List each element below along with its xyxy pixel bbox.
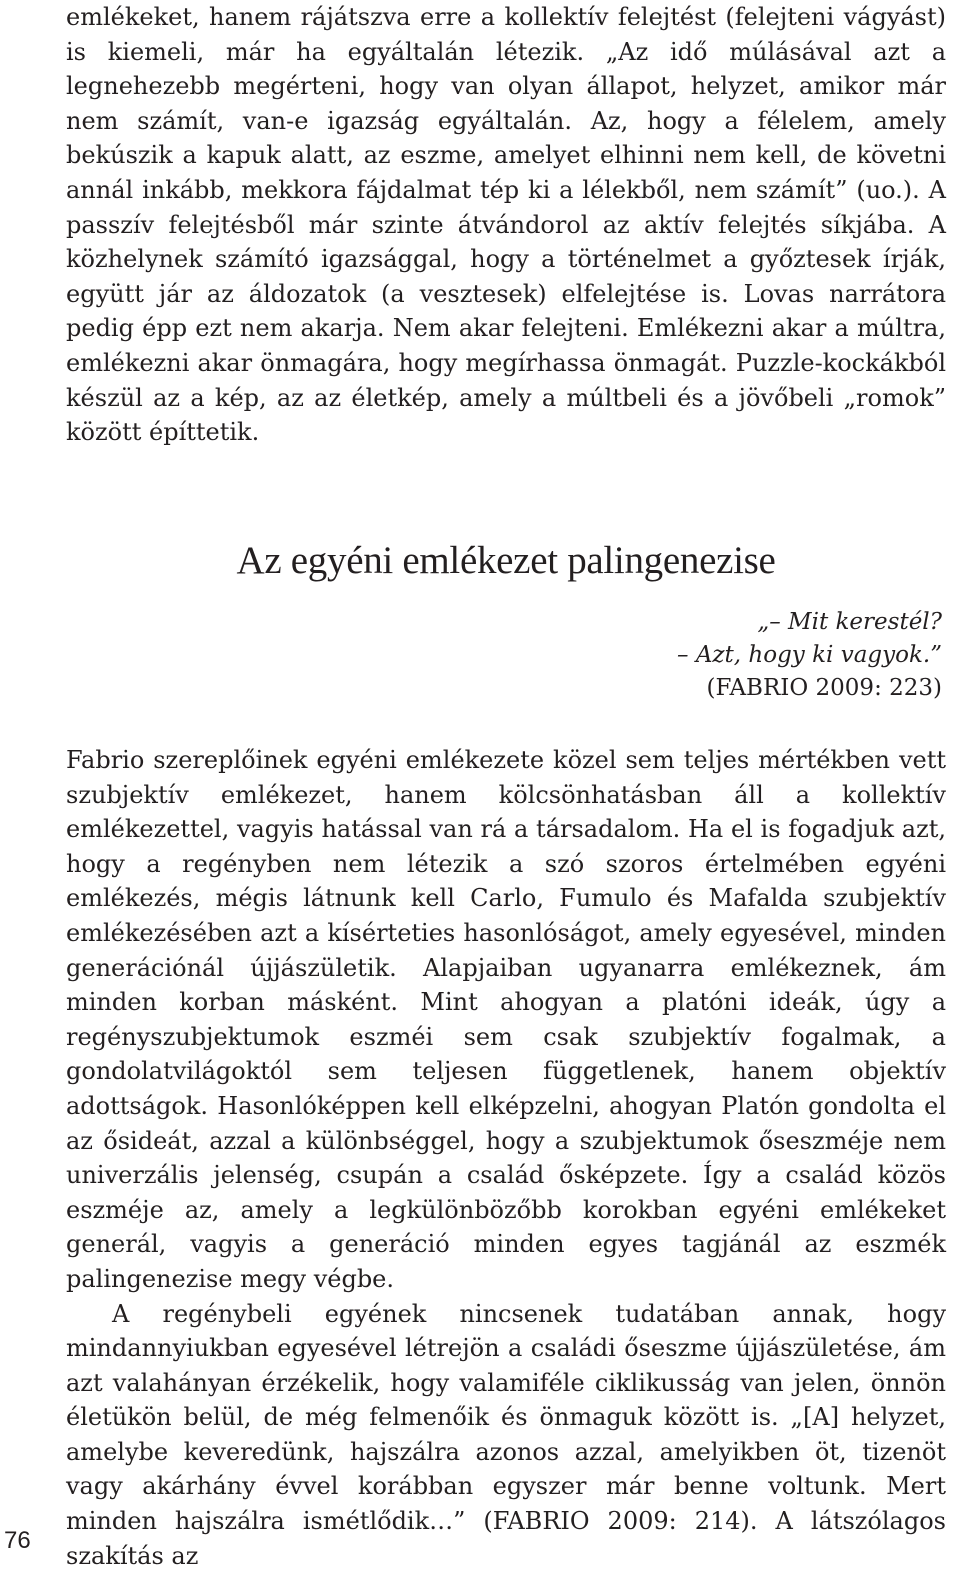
section-body — [66, 743, 946, 1573]
page-number: 76 — [4, 1527, 31, 1554]
motto-epigraph — [66, 606, 942, 705]
body-paragraph-3: A regénybeli egyének nincsenek tudatában annak, hogy mindannyiukban egyesével létrejön a családi őseszme újjászületése, ám azt valahányan érzékelik, hogy valamiféle ciklikusság van jelen, önnön életükön belül, de még felmenőik és önmaguk között is. „[A] helyzet, amelybe keveredünk, hajszálra azonos azzal, amelyikben öt, tizenöt vagy akárhány évvel korábban egyszer már benne voltunk. Mert minden hajszálra ismétlődik…” (FABRIO 2009: 214). A látszólagos szakítás az — [66, 1299, 946, 1570]
document-page — [66, 0, 946, 1570]
section-heading: Az egyéni emlékezet palingenezise — [236, 539, 776, 582]
body-paragraph-2: Fabrio szereplőinek egyéni emlékezete közel sem teljes mértékben vett szubjektív emlékezet, hanem kölcsönhatásban áll a kollektív emlékezettel, vagyis hatással van rá a társadalom. Ha el is fogadjuk azt, hogy a regényben nem létezik a szó szoros értelmében egyéni emlékezés, mégis látnunk kell Carlo, Fumulo és Mafalda szubjektív emlékezésében azt a kísérteties hasonlóságot, amely egyesével, minden generációnál újjászületik. Alapjaiban ugyanarra emlékeznek, ám minden korban másként. Mint ahogyan a platóni ideák, úgy a regényszubjektumok eszméi sem csak szubjektív fogalmak, a gondolatvilágoktól sem teljesen függetlenek, hanem objektív adottságok. Hasonlóképpen kell elképzelni, ahogyan Platón gondolta el az ősideát, azzal a különbséggel, hogy a szubjektumok őseszméje nem univerzális jelenség, csupán a család ősképzete. Így a család közös eszméje az, amely a legkülönbözőbb korokban egyéni emlékeket generál, vagyis a generáció minden egyes tagjánál az eszmék palingenezise megy végbe. — [66, 746, 946, 1293]
motto-line-2: – Azt, hogy ki vagyok.” — [677, 642, 942, 668]
motto-citation: (FABRIO 2009: 223) — [706, 675, 942, 701]
body-paragraph-top: emlékeket, hanem rájátszva erre a kollektív felejtést (felejteni vágyást) is kiemeli, már ha egyáltalán létezik. „Az idő múlásával azt a legnehezebb megérteni, hogy van olyan állapot, helyzet, amikor már nem számít, van-e igazság egyáltalán. Az, hogy a félelem, amely bekúszik a kapuk alatt, az eszme, amelyet elhinni nem kell, de követni annál inkább, mekkora fájdalmat tép ki a lélekből, nem számít” (uo.). A passzív felejtésből már szinte átvándorol az aktív felejtés síkjába. A közhelynek számító igazsággal, hogy a történelmet a győztesek írják, együtt jár az áldozatok (a vesztesek) elfelejtése is. Lovas narrátora pedig épp ezt nem akarja. Nem akar felejteni. Emlékezni akar a múltra, emlékezni akar önmagára, hogy megírhassa önmagát. Puzzle-kockákból készül az a kép, az az életkép, amely a múltbeli és a jövőbeli „romok” között építtetik. — [66, 3, 946, 447]
motto-line-1: „– Mit kerestél? — [757, 609, 942, 635]
